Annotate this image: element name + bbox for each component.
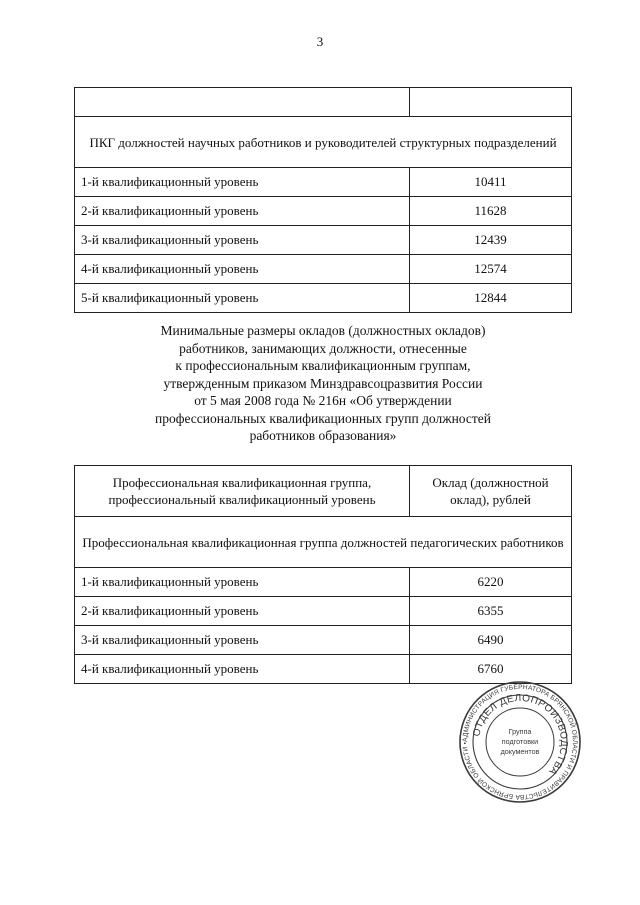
- stamp-ring-text: АДМИНИСТРАЦИЯ ГУБЕРНАТОРА БРЯНСКОЙ ОБЛАСТИ И ПРАВИТЕЛЬСТВА БРЯНСКОЙ ОБЛАСТИ •: [461, 683, 579, 801]
- level-cell: 1-й квалификационный уровень: [75, 568, 410, 597]
- table-row-empty: [75, 88, 572, 117]
- column-header-salary: Оклад (должностной оклад), рублей: [410, 466, 572, 517]
- salary-cell: 12844: [410, 284, 572, 313]
- empty-cell: [75, 88, 410, 117]
- table-row: [75, 568, 572, 597]
- table-row-group: [75, 517, 572, 568]
- salary-cell: 12439: [410, 226, 572, 255]
- stamp-center-line: документов: [500, 747, 540, 756]
- salary-cell: 6490: [410, 626, 572, 655]
- office-stamp: [458, 680, 582, 804]
- level-cell: 2-й квалификационный уровень: [75, 197, 410, 226]
- heading-line: к профессиональным квалификационным группам,: [175, 358, 471, 373]
- heading-line: от 5 мая 2008 года № 216н «Об утверждении: [194, 393, 452, 408]
- level-cell: 4-й квалификационный уровень: [75, 255, 410, 284]
- salary-cell: 6760: [410, 655, 572, 684]
- salary-cell: 6220: [410, 568, 572, 597]
- table-row: [75, 226, 572, 255]
- table-row-group: [75, 117, 572, 168]
- stamp-arc-text: ОТДЕЛ ДЕЛОПРОИЗВОДСТВА: [471, 692, 570, 778]
- table-row: [75, 197, 572, 226]
- table-row: [75, 168, 572, 197]
- salary-table-scientific: [74, 87, 572, 313]
- heading-line: утвержденным приказом Минздравсоцразвития России: [163, 375, 483, 391]
- table-row: [75, 626, 572, 655]
- heading-line: работников, занимающих должности, отнесенные: [179, 340, 467, 356]
- salary-table-pedagogical: [74, 465, 572, 684]
- heading-line: профессиональных квалификационных групп должностей: [154, 410, 491, 426]
- level-cell: 4-й квалификационный уровень: [75, 655, 410, 684]
- level-cell: 5-й квалификационный уровень: [75, 284, 410, 313]
- level-cell: 3-й квалификационный уровень: [75, 626, 410, 655]
- table-row: [75, 255, 572, 284]
- page-number: 3: [316, 34, 324, 49]
- stamp-center-line: подготовки: [501, 737, 539, 746]
- level-cell: 3-й квалификационный уровень: [75, 226, 410, 255]
- salary-cell: 12574: [410, 255, 572, 284]
- empty-cell: [410, 88, 572, 117]
- heading-line: Минимальные размеры окладов (должностных окладов): [160, 323, 486, 338]
- salary-cell: 11628: [410, 197, 572, 226]
- column-header-group: Профессиональная квалификационная группа, профессиональный квалификационный уровень: [75, 466, 410, 517]
- section-heading: [74, 322, 572, 445]
- table-row: [75, 597, 572, 626]
- table-header-row: [75, 466, 572, 517]
- group-title: ПКГ должностей научных работников и руководителей структурных подразделений: [75, 117, 572, 168]
- level-cell: 1-й квалификационный уровень: [75, 168, 410, 197]
- level-cell: 2-й квалификационный уровень: [75, 597, 410, 626]
- group-title: Профессиональная квалификационная группа должностей педагогических работников: [75, 517, 572, 568]
- heading-line: работников образования»: [249, 428, 397, 443]
- salary-cell: 10411: [410, 168, 572, 197]
- salary-cell: 6355: [410, 597, 572, 626]
- stamp-center-line: Группа: [508, 727, 532, 736]
- table-row: [75, 284, 572, 313]
